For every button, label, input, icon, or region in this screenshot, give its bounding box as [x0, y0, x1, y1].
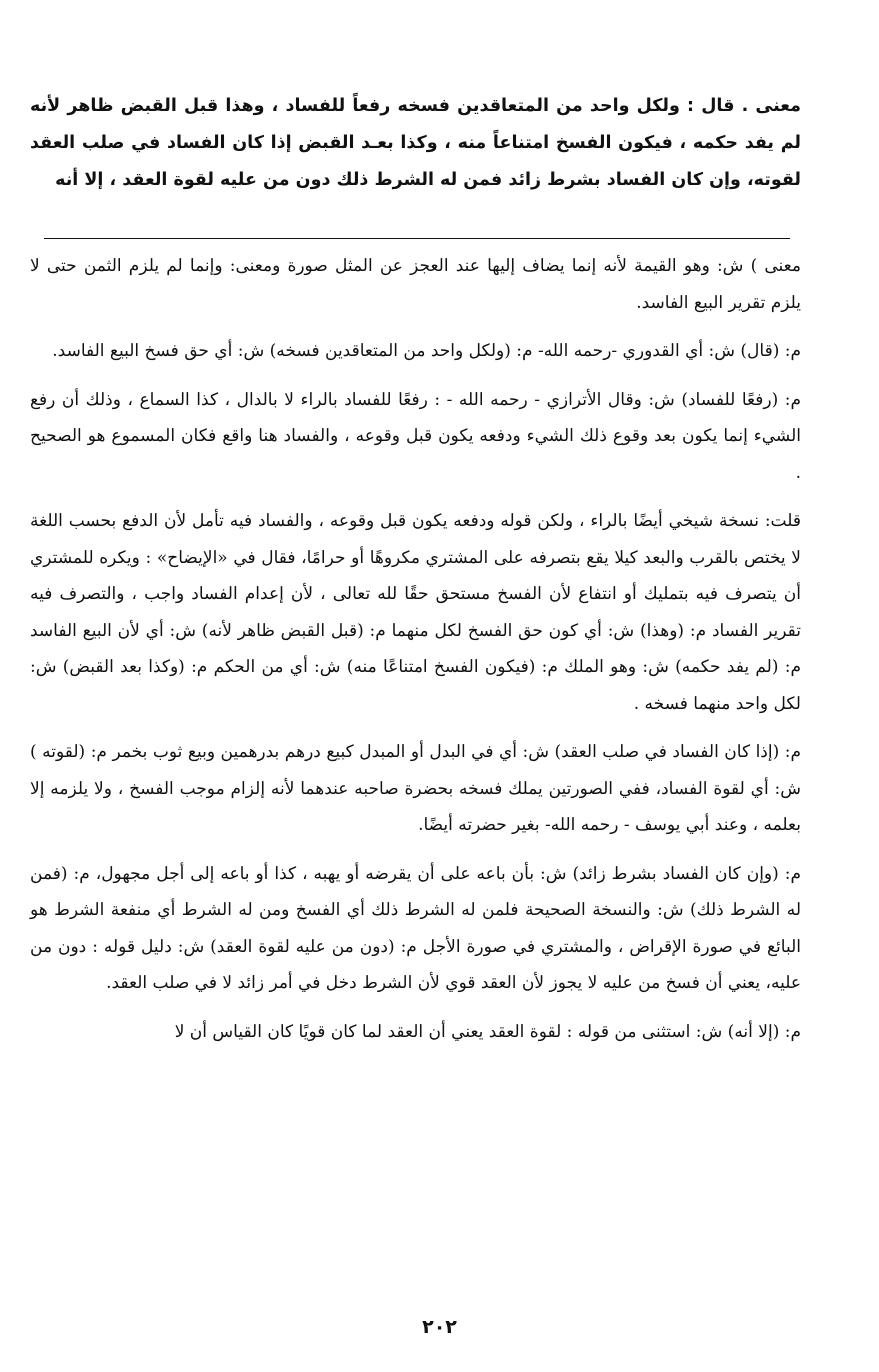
main-text-block: معنى . قال : ولكل واحد من المتعاقدين فسخه رفعاً للفساد ، وهذا قبل القبض ظاهر لأنه لم يفد حكمه ، فيكون الفسخ امتناعاً منه ، وكذا بعـد القبض إذا كان الفساد في صلب العقد لقوته، وإن كان الفساد بشرط زائد فمن له الشرط ذلك دون من عليه لقوة العقد ، إلا أنه [30, 96, 801, 190]
commentary-paragraph-6: م: (وإن كان الفساد بشرط زائد) ش: بأن باعه على أن يقرضه أو يهبه ، كذا أو باعه إلى أجل مجهول، م: (فمن له الشرط ذلك) ش: والنسخة الصحيحة فلمن له الشرط ذلك أي الفسخ ومن له الشرط أي منفعة الشرط هو البائع في صورة الإقراض ، والمشتري في صورة الأجل م: (دون من عليه لقوة العقد) ش: دليل قوله : دون من عليه، يعني أن فسخ من عليه لا يجوز لأن العقد قوي لأن الشرط دخل في أمر زائد لا في صلب العقد. [30, 863, 801, 993]
commentary-paragraph-7: م: (إلا أنه) ش: استثنى من قوله : لقوة العقد يعني أن العقد لما كان قويًا كان القياس أن لا [174, 1021, 801, 1042]
commentary-paragraph-2: م: (قال) ش: أي القدوري -رحمه الله- م: (ولكل واحد من المتعاقدين فسخه) ش: أي حق فسخ البيع الفاسد. [52, 341, 801, 361]
commentary-paragraph-3: م: (رفعًا للفساد) ش: وقال الأترازي - رحمه الله - : رفعًا للفساد بالراء لا بالدال ، كذا السماع ، وذلك أن رفع الشيء إنما يكون بعد وقوع ذلك الشيء ودفعه يكون قبل وقوعه ، والفساد هنا واقع فكان المسموع هو الصحيح . [30, 389, 801, 483]
commentary-paragraph-5: م: (إذا كان الفساد في صلب العقد) ش: أي في البدل أو المبدل كبيع درهم بدرهمين وبيع ثوب بخمر م: (لقوته ) ش: أي لقوة الفساد، ففي الصورتين يملك فسخه بحضرة صاحبه عندهما لأنه إلزام موجب الفسخ ، ولا يلزمه إلا بعلمه ، وعند أبي يوسف - رحمه الله- بغير حضرته أيضًا. [30, 742, 801, 835]
section-divider [44, 238, 790, 239]
commentary-paragraph-4: قلت: نسخة شيخي أيضًا بالراء ، ولكن قوله ودفعه يكون قبل وقوعه ، والفساد فيه تأمل لأن الدفع بحسب اللغة لا يختص بالقرب والبعد كيلا يقع بتصرفه على المشتري مكروهًا أو حرامًا، فقال في «الإيضاح» : ويكره للمشتري أن يتصرف فيه بتمليك أو انتفاع لأن الفسخ مستحق حقًا لله تعالى ، لأن إعدام الفساد واجب ، والتصرف فيه تقرير الفساد م: (وهذا) ش: أي كون حق الفسخ لكل منهما م: (قبل القبض ظاهر لأنه) ش: أي لأن البيع الفاسد م: (لم يفد حكمه) ش: وهو الملك م: (فيكون الفسخ امتناعًا منه) ش: أي من الحكم م: (وكذا بعد القبض) ش: لكل واحد منهما فسخه . [30, 511, 801, 714]
commentary-paragraph-1: معنى ) ش: وهو القيمة لأنه إنما يضاف إليها عند العجز عن المثل صورة ومعنى: وإنما لم يلزم الثمن حتى لا يلزم تقرير البيع الفاسد. [30, 256, 801, 313]
page-number: ٢٠٢ [422, 1316, 457, 1338]
commentary-block [30, 248, 801, 1050]
